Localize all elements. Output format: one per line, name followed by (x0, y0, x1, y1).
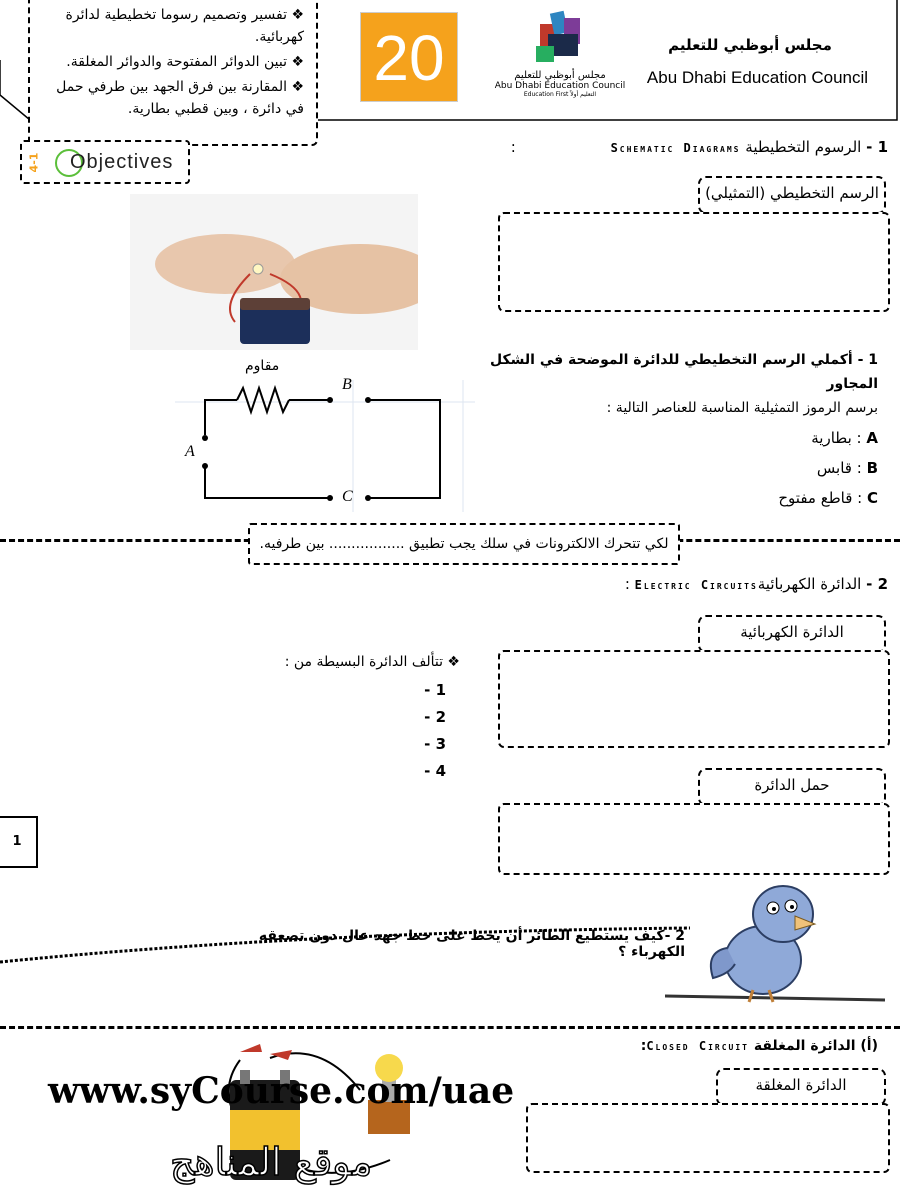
list-item: 1 - (424, 681, 446, 699)
circuit-diagram (175, 380, 475, 512)
section1-colon: : (510, 138, 516, 156)
battery-hands-photo (130, 194, 418, 350)
section1-number: 1 - (866, 138, 888, 156)
closed-circuit-label-box: الدائرة المغلقة (716, 1068, 886, 1106)
section2-colon: : (624, 575, 630, 593)
question1-item-c (478, 486, 878, 510)
objective-3: ❖ المقارنة بين فرق الجهد بين طرفي حمل في دائرة ، وبين قطبي بطارية. (56, 79, 304, 117)
section-a-bracket: (أ) (860, 1038, 878, 1054)
section2-title-en: Electric Circuits (634, 578, 758, 592)
section1-title-en: Schematic Diagrams (610, 141, 741, 155)
schematic-label-box: الرسم التخطيطي (التمثيلي) (698, 176, 886, 214)
question2: 2 -كيف يستطيع الطائر أن يحط على خط جهد عال دون تصعقه الكهرباء ؟ (258, 928, 685, 960)
council-name-ar: مجلس أبوظبي للتعليم (668, 36, 832, 54)
watermark-arabic: موقع المناهج (170, 1140, 373, 1184)
circuit-label-a: A (185, 443, 195, 460)
page-badge (360, 12, 458, 102)
objectives-word: Objectives (70, 151, 174, 173)
logo-text-ar: مجلس أبوظبي للتعليم (514, 70, 606, 81)
item-b-text: : قابس (816, 459, 862, 477)
objective-1: ❖ تفسير وتصميم رسوما تخطيطية لدائرة كهربائية. (65, 7, 304, 45)
question1 (478, 348, 878, 510)
section-a-title-en: Closed Circuit (646, 1039, 749, 1053)
watermark-url: www.syCourse.com/uae (48, 1070, 515, 1112)
objective-2: ❖ تبين الدوائر المفتوحة والدوائر المغلقة. (66, 54, 304, 70)
item-a-key: A (866, 429, 878, 447)
item-a-text: : بطارية (811, 429, 862, 447)
fill-in-note[interactable] (248, 523, 680, 565)
closed-circuit-answer-box[interactable] (526, 1103, 890, 1173)
logo-text-en: Abu Dhabi Education Council (494, 81, 626, 91)
adec-logo (490, 4, 630, 104)
objectives-box (28, 0, 318, 146)
section1-heading (468, 138, 888, 156)
schematic-answer-box[interactable] (498, 212, 890, 312)
circuit-label-b: B (342, 376, 352, 393)
load-answer-box[interactable] (498, 803, 890, 875)
section2-heading (468, 575, 888, 593)
resistor-label: مقاوم (245, 358, 280, 374)
council-name-en: Abu Dhabi Education Council (646, 68, 869, 87)
simple-circuit-title: ❖ تتألف الدائرة البسيطة من : (284, 654, 460, 670)
section-a-colon: : (640, 1038, 647, 1054)
section-a-title-ar: الدائرة المغلقة (753, 1038, 856, 1054)
simple-circuit-list (200, 654, 460, 780)
list-item: 3 - (424, 735, 446, 753)
section2-number: 2 - (866, 575, 888, 593)
list-item: 4 - (424, 762, 446, 780)
objectives-label (20, 140, 190, 184)
adec-logo-icon (490, 4, 630, 66)
separator-2 (0, 1026, 900, 1029)
side-page-number (0, 816, 38, 868)
logo-tagline: Education First التعليم أولاً (523, 91, 597, 98)
objectives-number: 4-1 (27, 152, 41, 173)
load-label-box: حمل الدائرة (698, 768, 886, 806)
side-page-number-text: 1 (12, 834, 22, 849)
item-c-key: C (866, 489, 878, 507)
question1-item-a (478, 426, 878, 450)
item-b-key: B (866, 459, 878, 477)
fill-in-note-text: لكي تتحرك الالكترونات في سلك يجب تطبيق ................. بين طرفيه. (259, 536, 669, 552)
page-badge-number: 20 (373, 22, 445, 94)
circuit-label-c: C (342, 488, 353, 505)
question1-item-b (478, 456, 878, 480)
section1-title-ar: الرسوم التخطيطية (745, 138, 862, 156)
bird-on-wire-icon (665, 878, 885, 1018)
section-a-heading (518, 1038, 878, 1054)
question1-line2: برسم الرموز التمثيلية المناسبة للعناصر التالية : (606, 400, 878, 416)
item-c-text: : قاطع مفتوح (778, 489, 863, 507)
section2-title-ar: الدائرة الكهربائية (757, 575, 862, 593)
circuit-answer-box[interactable] (498, 650, 890, 748)
circuit-label-box: الدائرة الكهربائية (698, 615, 886, 653)
list-item: 2 - (424, 708, 446, 726)
question1-line1: 1 - أكملي الرسم التخطيطي للدائرة الموضحة في الشكل المجاور (490, 352, 878, 392)
